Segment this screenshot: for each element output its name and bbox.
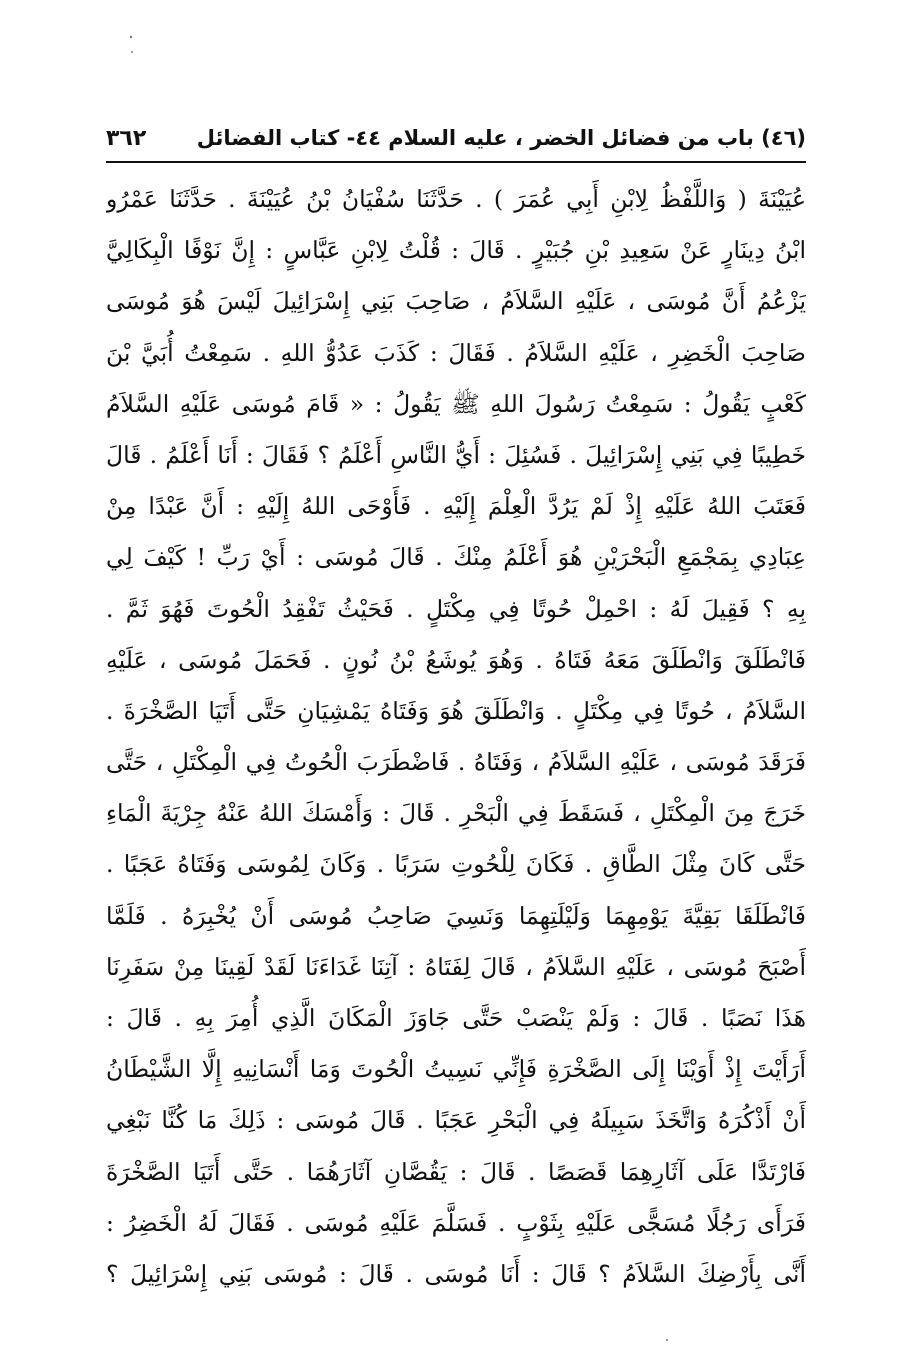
hadith-text bbox=[106, 174, 806, 1300]
text-line: صَاحِبَ الْخَضِرِ ، عَلَيْهِ السَّلاَمُ . فَقَالَ : كَذَبَ عَدُوُّ اللهِ . سَمِعْتُ أُبَيَّ بْنَ bbox=[106, 338, 806, 367]
text-line: هَذَا نَصَبًا . قَالَ : وَلَمْ يَنْصَبْ حَتَّى جَاوَزَ الْمَكَانَ الَّذِي أُمِرَ بِهِ . قَالَ : bbox=[106, 1004, 806, 1032]
text-line: فَرَقَدَ مُوسَى ، عَلَيْهِ السَّلاَمُ ، وَفَتَاهُ . فَاضْطَرَبَ الْحُوتُ فِي الْمِكْتَلِ ، حَتَّى bbox=[106, 748, 806, 777]
text-line: أَنْ أَذْكُرَهُ وَاتَّخَذَ سَبِيلَهُ فِي الْبَحْرِ عَجَبًا . قَالَ مُوسَى : ذَلِكَ مَا كُنَّا نَبْغِي bbox=[106, 1106, 806, 1135]
text-line: يَزْعُمُ أَنَّ مُوسَى ، عَلَيْهِ السَّلاَمُ ، صَاحِبَ بَنِي إِسْرَائِيلَ لَيْسَ هُوَ مُوسَى bbox=[106, 287, 806, 316]
text-line: بِهِ ؟ فَقِيلَ لَهُ : احْمِلْ حُوتًا فِي مِكْتَلٍ . فَحَيْثُ تَفْقِدُ الْحُوتَ فَهُوَ ثَمَّ . bbox=[106, 594, 806, 623]
scan-speck bbox=[666, 1339, 668, 1341]
text-line: خَرَجَ مِنَ الْمِكْتَلِ ، فَسَقَطَ فِي الْبَحْرِ . قَالَ : وَأَمْسَكَ اللهُ عَنْهُ جِرْيَةَ الْمَاءِ bbox=[106, 799, 806, 828]
page-header bbox=[106, 120, 806, 162]
text-line: أَنَّى بِأَرْضِكَ السَّلاَمُ ؟ قَالَ : أَنَا مُوسَى . قَالَ : مُوسَى بَنِي إِسْرَائِيلَ ؟ bbox=[106, 1259, 806, 1288]
page-number: ٣٦٢ bbox=[106, 126, 147, 151]
text-line: فَانْطَلَقَ وَانْطَلَقَ مَعَهُ فَتَاهُ . وَهُوَ يُوشَعُ بْنُ نُونٍ . فَحَمَلَ مُوسَى ، عَلَيْهِ bbox=[106, 645, 806, 674]
text-line: أَرَأَيْتَ إِذْ أَوَيْنَا إِلَى الصَّخْرَةِ فَإِنِّي نَسِيتُ الْحُوتَ وَمَا أَنْسَانِيهِ إِلَّا الشَّيْطَانُ bbox=[106, 1055, 806, 1084]
text-line: ابْنُ دِينَارٍ عَنْ سَعِيدِ بْنِ جُبَيْرٍ . قَالَ : قُلْتُ لِابْنِ عَبَّاسٍ : إِنَّ نَوْفًا الْبِكَالِيَّ bbox=[106, 236, 806, 265]
text-line: عِبَادِي بِمَجْمَعِ الْبَحْرَيْنِ هُوَ أَعْلَمُ مِنْكَ . قَالَ مُوسَى : أَيْ رَبِّ ! كَيْفَ لِي bbox=[106, 543, 806, 572]
running-title: (٤٦) باب من فضائل الخضر ، عليه السلام ٤٤- كتاب الفضائل bbox=[196, 126, 806, 150]
scan-speck bbox=[131, 51, 133, 53]
text-line: السَّلاَمُ ، حُوتًا فِي مِكْتَلٍ . وَانْطَلَقَ هُوَ وَفَتَاهُ يَمْشِيَانِ حَتَّى أَتَيَا الصَّخْرَةَ . bbox=[106, 696, 806, 725]
header-divider bbox=[106, 161, 806, 163]
text-line: فَارْتَدَّا عَلَى آثَارِهِمَا قَصَصًا . قَالَ : يَقُصَّانِ آثَارَهُمَا . حَتَّى أَتَيَا الصَّخْرَةَ bbox=[106, 1157, 806, 1186]
text-line: حَتَّى كَانَ مِثْلَ الطَّاقِ . فَكَانَ لِلْحُوتِ سَرَبًا . وَكَانَ لِمُوسَى وَفَتَاهُ عَجَبًا . bbox=[106, 850, 806, 879]
text-line: فَرَأَى رَجُلًا مُسَجًّى عَلَيْهِ بِثَوْبٍ . فَسَلَّمَ عَلَيْهِ مُوسَى . فَقَالَ لَهُ الْخَضِرُ : bbox=[106, 1208, 806, 1237]
text-line: فَعَتَبَ اللهُ عَلَيْهِ إِذْ لَمْ يَرُدَّ الْعِلْمَ إِلَيْهِ . فَأَوْحَى اللهُ إِلَيْهِ : أَنَّ عَبْدًا مِنْ bbox=[106, 492, 806, 521]
scan-speck bbox=[130, 36, 132, 38]
text-line: أَصْبَحَ مُوسَى ، عَلَيْهِ السَّلاَمُ ، قَالَ لِفَتَاهُ : آتِنَا غَدَاءَنَا لَقَدْ لَقِينَا مِنْ سَفَرِنَا bbox=[106, 952, 806, 981]
text-line: عُيَيْنَةَ ( وَاللَّفْظُ لِابْنِ أَبِي عُمَرَ ) . حَدَّثَنَا سُفْيَانُ بْنُ عُيَيْنَةَ . حَدَّثَنَا عَمْرُو bbox=[106, 185, 806, 213]
text-line: فَانْطَلَقَا بَقِيَّةَ يَوْمِهِمَا وَلَيْلَتِهِمَا وَنَسِيَ صَاحِبُ مُوسَى أَنْ يُخْبِرَهُ . فَلَمَّا bbox=[106, 901, 806, 930]
text-line: خَطِيبًا فِي بَنِي إِسْرَائِيلَ . فَسُئِلَ : أَيُّ النَّاسِ أَعْلَمُ ؟ فَقَالَ : أَنَا أَعْلَمُ . قَالَ bbox=[106, 440, 806, 469]
text-line: كَعْبٍ يَقُولُ : سَمِعْتُ رَسُولَ اللهِ ﷺ يَقُولُ : « قَامَ مُوسَى عَلَيْهِ السَّلاَمُ bbox=[106, 389, 806, 418]
